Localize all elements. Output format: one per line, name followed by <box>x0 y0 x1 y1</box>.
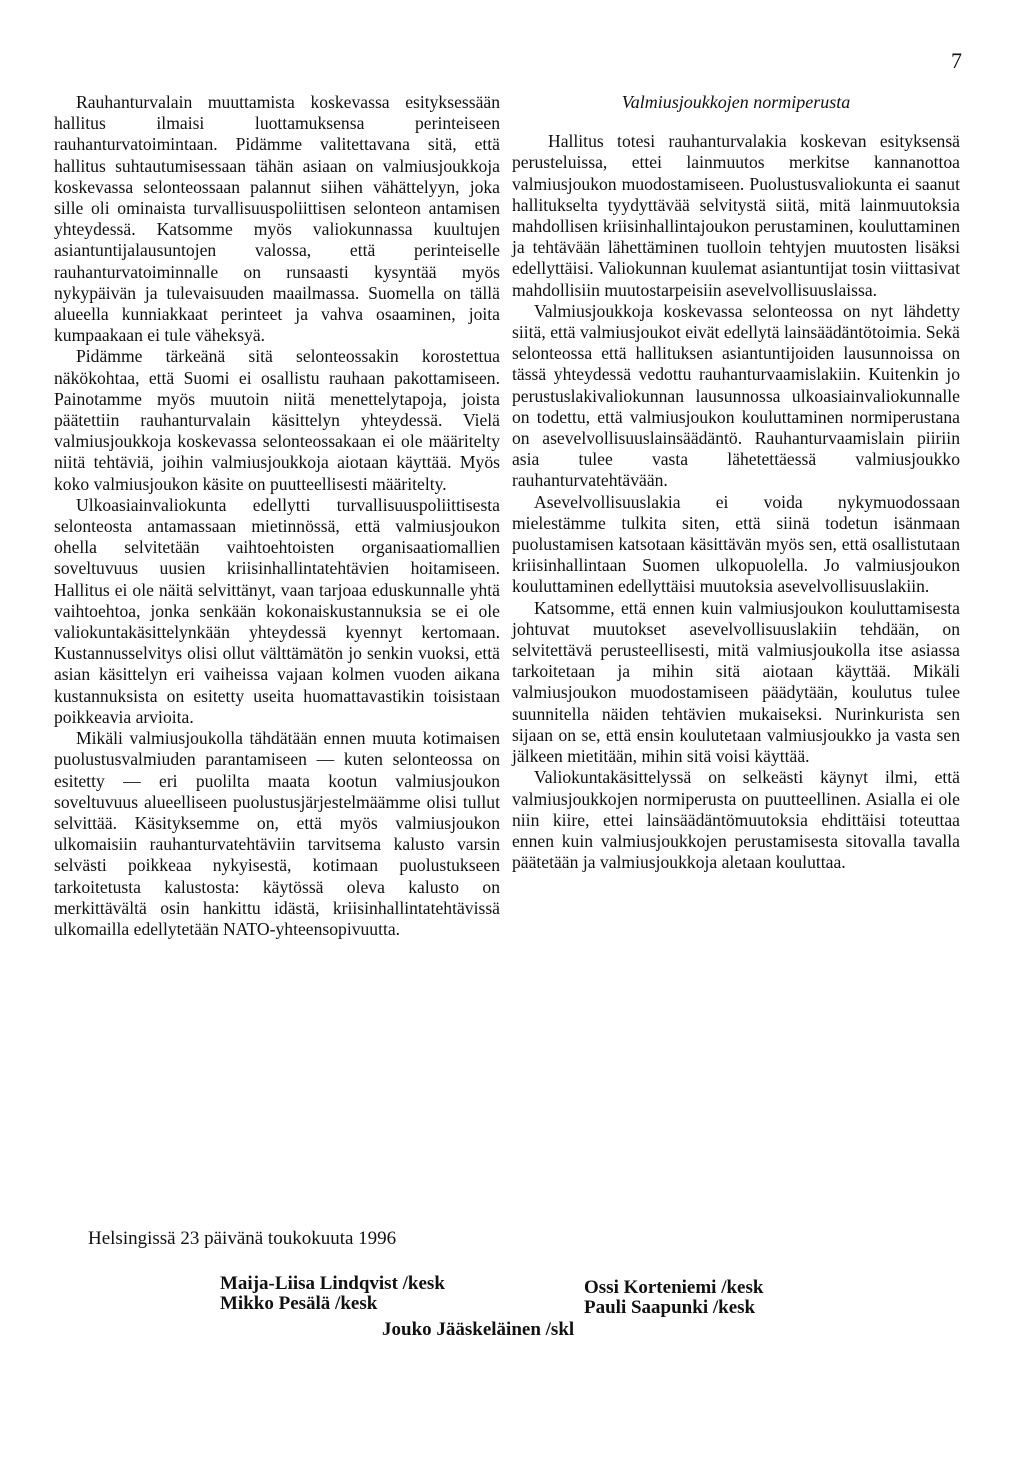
right-paragraph-3: Asevelvollisuuslakia ei voida nykymuodossaan mielestämme tulkita siten, että siinä todetun isänmaan puolustamisen katsotaan käsittävän myös sen, että osallistutaan kriisinhallintaan Suomen ulkopuolella. Jo valmiusjoukon kouluttaminen edellyttäisi muutoksia asevelvollisuuslakiin. <box>512 491 960 597</box>
right-paragraph-2: Valmiusjoukkoja koskevassa selonteossa on nyt lähdetty siitä, että valmiusjoukot eivät edellytä lainsäädäntötoimia. Sekä selonteossa että hallituksen asiantuntijoiden lausunnoissa on tässä yhteydessä vedottu rauhanturvaamislakiin. Kuitenkin jo perustuslakivaliokunnan lausunnossa ulkoasiainvaliokunnalle on todettu, että valmiusjoukon kouluttaminen normiperustana on asevelvollisuuslainsäädäntö. Rauhanturvaamislain piiriin asia tulee vasta lähetettäessä valmiusjoukko rauhanturvatehtävään. <box>512 300 960 491</box>
left-paragraph-3: Ulkoasiainvaliokunta edellytti turvallisuuspoliittisesta selonteosta antamassaan mietinnössä, että valmiusjoukon ohella selvitetään vaihtoehtoisten organisaatiomallien soveltuvuus uusien kriisinhallintatehtävien hoitamiseen. Hallitus ei ole näitä selvittänyt, vaan tarjoaa eduskunnalle yhtä vaihtoehtoa, jonka senkään kokonaiskustannuksia se ei ole valiokuntakäsittelynkään yhteydessä kyennyt kertomaan. Kustannusselvitys olisi ollut välttämätön jo senkin vuoksi, että asian käsittelyn eri vaiheissa vajaan kolmen vuoden aikana kustannuksista on esitetty useita huomattavastikin toisistaan poikkeavia arvioita. <box>54 494 500 727</box>
signature: Mikko Pesälä /kesk <box>220 1293 378 1314</box>
page-number: 7 <box>951 48 962 73</box>
signature: Pauli Saapunki /kesk <box>584 1297 756 1318</box>
signature: Maija-Liisa Lindqvist /kesk <box>220 1273 445 1294</box>
left-paragraph-4: Mikäli valmiusjoukolla tähdätään ennen muuta kotimaisen puolustusvalmiuden parantamiseen — kuten selonteossa on esitetty — eri puolilta maata kootun valmiusjoukon soveltuvuus alueelliseen puolustusjärjestelmäämme olisi tullut selvittää. Käsityksemme on, että myös valmiusjoukon ulkomaisiin rauhanturvatehtäviin tarvitsema kalusto varsin selvästi poikkeaa nykyisestä, kotimaan puolustukseen tarkoitetusta kalustosta: käytössä oleva kalusto on merkittävältä osin hankittu idästä, kriisinhallintatehtävissä ulkomailla edellytetään NATO-yhteensopivuutta. <box>54 728 500 939</box>
left-column <box>54 92 500 940</box>
place-and-date: Helsingissä 23 päivänä toukokuuta 1996 <box>88 1228 397 1249</box>
right-paragraph-5: Valiokuntakäsittelyssä on selkeästi käynyt ilmi, että valmiusjoukkojen normiperusta on puutteellinen. Asialla ei ole niin kiire, ettei lainsäädäntömuutoksia ehdittäisi toteuttaa ennen kuin valmiusjoukkojen perustamisesta sitovalla tavalla päätetään ja valmiusjoukkoja aletaan kouluttaa. <box>512 767 960 873</box>
section-heading: Valmiusjoukkojen normiperusta <box>621 92 851 112</box>
signature: Ossi Korteniemi /kesk <box>584 1277 764 1298</box>
signature: Jouko Jääskeläinen /skl <box>382 1319 575 1340</box>
right-paragraph-1: Hallitus totesi rauhanturvalakia koskevan esityksensä perusteluissa, ettei lainmuutos merkitse kannanottoa valmiusjoukon muodostamiseen. Puolustusvaliokunta ei saanut hallitukselta tyydyttävää selvitystä siitä, mitä lainmuutoksia mahdollisen kriisinhallintajoukon perustaminen, kouluttaminen ja tehtävään lähettäminen tuolloin tehtyjen muutosten lisäksi edellyttäisi. Valiokunnan kuulemat asiantuntijat tosin viittasivat mahdollisiin muutostarpeisiin asevelvollisuuslaissa. <box>512 131 960 300</box>
left-paragraph-1: Rauhanturvalain muuttamista koskevassa esityksessään hallitus ilmaisi luottamuksensa perinteiseen rauhanturvatoimintaan. Pidämme valitettavana sitä, että hallitus suhtautumisessaan tähän asiaan on valmiusjoukkoja koskevassa selonteossaan palannut siihen vähättelyyn, joka sille oli ominaista turvallisuuspoliittisen selonteon antamisen yhteydessä. Katsomme myös valiokunnassa kuultujen asiantuntijalausuntojen valossa, että perinteiselle rauhanturvatoiminnalle on runsaasti kysyntää myös nykypäivän ja tulevaisuuden maailmassa. Suomella on tällä alueella kunniakkaat perinteet ja vahva osaaminen, joita kumpaakaan ei tule väheksyä. <box>54 92 500 346</box>
right-paragraph-4: Katsomme, että ennen kuin valmiusjoukon kouluttamisesta johtuvat muutokset asevelvollisuuslakiin tehdään, on selvitettävä perusteellisesti, mitä valmiusjoukolla itse asiassa tarkoitetaan ja mihin sitä aiotaan käyttää. Mikäli valmiusjoukon muodostamiseen päädytään, koulutus tulee suunnitella näiden tehtävien mukaiseksi. Nurinkurista sen sijaan on se, että ensin koulutetaan valmiusjoukko ja vasta sen jälkeen mietitään, mihin sitä voisi käyttää. <box>512 597 960 767</box>
right-column <box>512 92 960 873</box>
left-paragraph-2: Pidämme tärkeänä sitä selonteossakin korostettua näkökohtaa, että Suomi ei osallistu rauhaan pakottamiseen. Painotamme myös muutoin niitä menettelytapoja, joista päätettiin rauhanturvalain käsittelyn yhteydessä. Vielä valmiusjoukkoja koskevassa selonteossakaan ei ole määritelty niitä tehtäviä, joihin valmiusjoukkoja aiotaan käyttää. Myös koko valmiusjoukon käsite on puutteellisesti määritelty. <box>54 346 500 494</box>
